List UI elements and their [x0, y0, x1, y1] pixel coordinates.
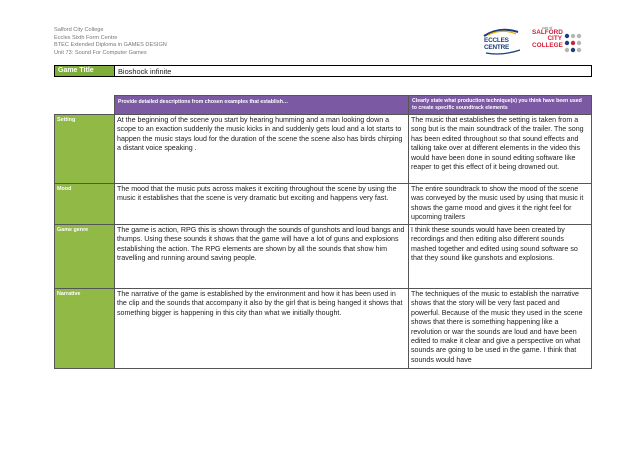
analysis-table [54, 95, 592, 369]
eccles-centre-logo [480, 26, 524, 56]
game-title-label: Game Title [55, 66, 115, 76]
logos [480, 26, 588, 56]
narrative-technique: The techniques of the music to establish the narrative shows that the story will be very fast paced and powerful. Because of the music they used in the scene shows that there is something happening like a revolution or war the sounds are loud and have been edited to make it clear and give a perspective on what sounds are going to be used in the game. I think that sounds would have [409, 289, 592, 369]
row-label-game-genre: Game genre [55, 225, 115, 289]
col-header-descriptions: Provide detailed descriptions from chosen examples that establish… [115, 96, 409, 115]
table-header-row [55, 96, 592, 115]
table-row [55, 225, 592, 289]
header-line: Salford City College [54, 27, 104, 33]
col-header-techniques: Clearly state what production technique(s) you think have been used to create specific soundtrack elements [409, 96, 592, 115]
game-genre-description: The game is action, RPG this is shown through the sounds of gunshots and loud bangs and thumps. Using these sounds it shows that the game will have a lot of guns and explosions establishing the action. The RPG elements are shown by all the sounds that show him travelling and running around saving people. [115, 225, 409, 289]
game-genre-technique: I think these sounds would have been created by recordings and then editing also different sounds mashed together and edited using sound software so that they sound like gunshots and explosions. [409, 225, 592, 289]
row-label-setting: Setting [55, 115, 115, 184]
setting-description: At the beginning of the scene you start by hearing humming and a man looking down a scope to an exaction suddenly the music kicks in and suddenly gets loud and a lot starts to happen the music stays loud for the duration of the scene the scene also has birds chirping a distant voice speaking . [115, 115, 409, 184]
table-row [55, 289, 592, 369]
header-line: BTEC Extended Diploma in GAMES DESIGN [54, 42, 167, 49]
mood-description: The mood that the music puts across makes it exciting throughout the scene by using the music it establishes that the scene is very dramatic but exciting and happens very fast. [115, 184, 409, 225]
mood-technique: The entire soundtrack to show the mood of the scene was conveyed by the music used by using that music it shows the game mood and gives it the right feel for upcoming trailers [409, 184, 592, 225]
eccles-wordmark: ECCLES CENTRE [484, 37, 510, 51]
header-line: Eccles Sixth Form Centre [54, 34, 118, 41]
narrative-description: The narrative of the game is established by the environment and how it has been used in the clip and the sounds that accompany it also by the girl that is being hanged it shows that something bigger is happening in this city than what we initially thought. [115, 289, 409, 369]
table-row [55, 115, 592, 184]
college-dots-icon [564, 32, 588, 54]
table-row [55, 184, 592, 225]
row-label-mood: Mood [55, 184, 115, 225]
header-line: Unit 73: Sound For Computer Games [54, 49, 147, 56]
setting-technique: The music that establishes the setting is taken from a song but is the main soundtrack of the trailer. The song has been edited throughout so that sound effects and talking take over at different elements in the video this would have been done in sound editing software like reaper to get this effect of it being drowned out. [409, 115, 592, 184]
salford-wordmark: SALFORD CITY COLLEGE [532, 29, 563, 49]
game-title-value: Bioshock infinite [118, 67, 172, 76]
row-label-narrative: Narrative [55, 289, 115, 369]
salford-college-logo: part of SALFORD CITY COLLEGE [532, 26, 588, 56]
game-title-row [54, 65, 592, 77]
college-header [54, 27, 167, 57]
